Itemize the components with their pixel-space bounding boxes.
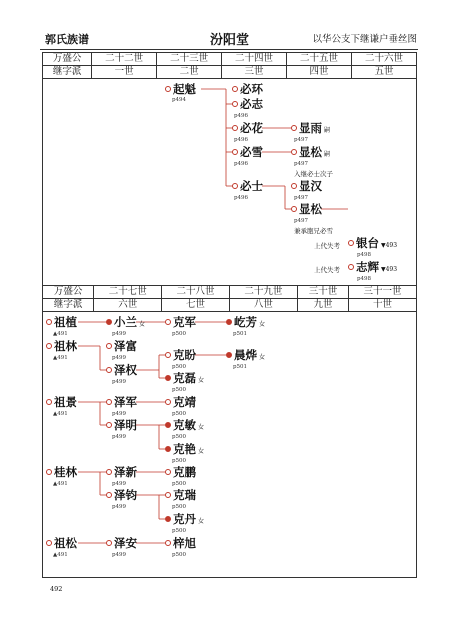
male-marker-icon <box>165 352 171 358</box>
col-header: 二十三世 <box>157 53 222 66</box>
person-name: 必雪 <box>240 145 263 159</box>
page-frame <box>42 52 417 578</box>
male-marker-icon <box>106 343 112 349</box>
person-name: 泽新 <box>114 465 137 479</box>
person-name: 克盼 <box>173 348 196 362</box>
cross-ref-mark: ▼493 <box>381 242 398 249</box>
female-marker-icon <box>106 319 112 325</box>
person-name: 克磊 <box>173 371 196 385</box>
person-name: 必环 <box>240 82 263 96</box>
female-tag: 女 <box>198 448 205 455</box>
person-node[interactable] <box>232 146 263 159</box>
person-node[interactable] <box>165 443 204 458</box>
female-marker-icon <box>226 319 232 325</box>
col-header: 一世 <box>92 66 157 79</box>
male-marker-icon <box>106 422 112 428</box>
person-name: 必士 <box>240 179 263 193</box>
page-ref: p499 <box>112 355 127 361</box>
adoption-note: 兼承胞兄必雪 <box>294 227 333 235</box>
col-header: 二十八世 <box>162 286 230 299</box>
female-tag: 女 <box>139 321 146 328</box>
person-name: 克鹏 <box>173 465 196 479</box>
person-name: 祖松 <box>54 536 77 550</box>
page-ref: p500 <box>172 331 187 337</box>
person-name: 克丹 <box>173 512 196 526</box>
col-header: 四世 <box>287 66 352 79</box>
person-node[interactable] <box>165 466 196 479</box>
page-ref: p501 <box>233 331 248 337</box>
page-ref: p499 <box>112 481 127 487</box>
col-header: 九世 <box>297 299 348 312</box>
page-ref: p496 <box>234 113 249 119</box>
male-marker-icon <box>165 86 171 92</box>
cross-ref-mark: ▲491 <box>53 552 68 558</box>
female-tag: 女 <box>259 354 266 361</box>
person-node[interactable] <box>106 537 137 550</box>
page-ref: p500 <box>172 458 187 464</box>
male-marker-icon <box>46 540 52 546</box>
person-name: 必志 <box>240 97 263 111</box>
person-name: 银台 <box>356 236 379 250</box>
person-name: 泽权 <box>114 363 137 377</box>
person-node[interactable] <box>46 396 77 409</box>
male-marker-icon <box>106 469 112 475</box>
male-marker-icon <box>291 125 297 131</box>
page-ref: p499 <box>112 552 127 558</box>
col-header: 五世 <box>352 66 417 79</box>
male-marker-icon <box>291 183 297 189</box>
page-ref: p497 <box>294 137 309 143</box>
person-node[interactable] <box>291 180 322 193</box>
page-ref: p499 <box>112 434 127 440</box>
male-marker-icon <box>46 399 52 405</box>
male-marker-icon <box>232 125 238 131</box>
person-name: 显雨 <box>299 121 322 135</box>
page-ref: p496 <box>234 137 249 143</box>
col-header: 三十世 <box>297 286 348 299</box>
person-name: 必花 <box>240 121 263 135</box>
generation-table-1 <box>42 52 417 79</box>
male-marker-icon <box>232 86 238 92</box>
cross-ref-mark: ▲491 <box>53 481 68 487</box>
male-marker-icon <box>46 343 52 349</box>
page-ref: p500 <box>172 528 187 534</box>
male-marker-icon <box>106 540 112 546</box>
person-node[interactable] <box>348 237 397 252</box>
person-name: 克靖 <box>173 395 196 409</box>
heir-tag: 嗣 <box>324 151 331 158</box>
cross-ref-mark: ▲491 <box>53 331 68 337</box>
person-name: 泽富 <box>114 339 137 353</box>
page-ref: p500 <box>172 411 187 417</box>
male-marker-icon <box>291 149 297 155</box>
header-rule <box>40 49 418 50</box>
person-name: 泽明 <box>114 418 137 432</box>
person-node[interactable] <box>232 98 263 111</box>
person-node[interactable] <box>165 372 204 387</box>
male-marker-icon <box>165 469 171 475</box>
page-ref: p500 <box>172 481 187 487</box>
person-name: 桂林 <box>54 465 77 479</box>
page-ref: p498 <box>357 252 372 258</box>
person-node[interactable] <box>232 180 263 193</box>
person-node[interactable] <box>46 537 77 550</box>
person-name: 小兰 <box>114 315 137 329</box>
page-ref: p500 <box>172 504 187 510</box>
cross-ref-mark: ▲491 <box>53 355 68 361</box>
person-node[interactable] <box>46 466 77 479</box>
person-node[interactable] <box>348 261 397 276</box>
page-ref: p499 <box>112 504 127 510</box>
adoption-note: 入继必士次子 <box>294 170 333 178</box>
person-name: 志辉 <box>356 260 379 274</box>
male-marker-icon <box>165 540 171 546</box>
person-node[interactable] <box>106 396 137 409</box>
person-name: 显松 <box>299 145 322 159</box>
page-ref: p499 <box>112 331 127 337</box>
male-marker-icon <box>46 469 52 475</box>
person-node[interactable] <box>106 364 137 377</box>
unknown-ancestry-note: 上代失考 <box>314 266 340 274</box>
page-ref: p500 <box>172 552 187 558</box>
male-marker-icon <box>106 367 112 373</box>
person-node[interactable] <box>165 83 196 96</box>
female-marker-icon <box>165 422 171 428</box>
person-node[interactable] <box>232 83 263 96</box>
col-header: 二十二世 <box>92 53 157 66</box>
person-node[interactable] <box>165 349 196 362</box>
female-tag: 女 <box>198 377 205 384</box>
male-marker-icon <box>106 399 112 405</box>
person-node[interactable] <box>291 122 330 137</box>
person-name: 克艳 <box>173 442 196 456</box>
person-name: 起魁 <box>173 82 196 96</box>
male-marker-icon <box>232 149 238 155</box>
col-header: 二世 <box>157 66 222 79</box>
page-ref: p499 <box>112 379 127 385</box>
female-marker-icon <box>165 516 171 522</box>
person-node[interactable] <box>226 316 265 331</box>
col-header: 六世 <box>94 299 162 312</box>
book-title: 郭氏族谱 <box>45 33 89 46</box>
person-node[interactable] <box>165 489 196 502</box>
male-marker-icon <box>348 240 354 246</box>
chart-title: 以华公支下继谦户垂丝图 <box>312 34 417 45</box>
female-tag: 女 <box>259 321 266 328</box>
person-name: 显汉 <box>299 179 322 193</box>
person-node[interactable] <box>291 146 330 161</box>
person-node[interactable] <box>232 122 263 135</box>
person-node[interactable] <box>165 419 204 434</box>
hall-name: 汾阳堂 <box>210 33 250 48</box>
male-marker-icon <box>232 101 238 107</box>
page-ref: p494 <box>172 97 187 103</box>
person-node[interactable] <box>106 419 137 432</box>
col-header: 二十七世 <box>94 286 162 299</box>
person-name: 晨烨 <box>234 348 257 362</box>
person-name: 克军 <box>173 315 196 329</box>
person-name: 祖景 <box>54 395 77 409</box>
page-ref: p500 <box>172 434 187 440</box>
page-ref: p496 <box>234 161 249 167</box>
cross-ref-mark: ▼493 <box>381 266 398 273</box>
male-marker-icon <box>165 492 171 498</box>
col-header: 二十四世 <box>222 53 287 66</box>
person-node[interactable] <box>106 316 145 331</box>
person-name: 祖植 <box>54 315 77 329</box>
col-header: 十世 <box>349 299 417 312</box>
male-marker-icon <box>106 492 112 498</box>
person-name: 梓旭 <box>173 536 196 550</box>
person-node[interactable] <box>165 537 196 550</box>
cross-ref-mark: ▲491 <box>53 411 68 417</box>
col-header: 万盛公 <box>43 286 94 299</box>
male-marker-icon <box>291 206 297 212</box>
page-ref: p497 <box>294 195 309 201</box>
person-node[interactable] <box>46 340 77 353</box>
person-name: 祖林 <box>54 339 77 353</box>
male-marker-icon <box>46 319 52 325</box>
person-name: 克敏 <box>173 418 196 432</box>
person-node[interactable] <box>226 349 265 364</box>
person-name: 屹芳 <box>234 315 257 329</box>
col-header: 三世 <box>222 66 287 79</box>
page-ref: p500 <box>172 387 187 393</box>
person-node[interactable] <box>165 513 204 528</box>
person-node[interactable] <box>46 316 77 329</box>
person-name: 泽安 <box>114 536 137 550</box>
person-node[interactable] <box>106 489 137 502</box>
col-header: 三十一世 <box>349 286 417 299</box>
col-header: 八世 <box>229 299 297 312</box>
person-node[interactable] <box>165 316 196 329</box>
person-name: 泽军 <box>114 395 137 409</box>
col-header: 万盛公 <box>43 53 92 66</box>
heir-tag: 嗣 <box>324 127 331 134</box>
col-header: 二十九世 <box>229 286 297 299</box>
generation-table-2 <box>42 285 417 312</box>
col-header: 七世 <box>162 299 230 312</box>
page-ref: p496 <box>234 195 249 201</box>
person-node[interactable] <box>106 466 137 479</box>
page-ref: p499 <box>112 411 127 417</box>
person-node[interactable] <box>291 203 322 216</box>
unknown-ancestry-note: 上代失考 <box>314 242 340 250</box>
female-tag: 女 <box>198 518 205 525</box>
person-node[interactable] <box>106 340 137 353</box>
person-node[interactable] <box>165 396 196 409</box>
person-name: 泽钧 <box>114 488 137 502</box>
female-marker-icon <box>165 375 171 381</box>
male-marker-icon <box>165 399 171 405</box>
page-ref: p497 <box>294 218 309 224</box>
male-marker-icon <box>348 264 354 270</box>
female-marker-icon <box>165 446 171 452</box>
col-header: 二十六世 <box>352 53 417 66</box>
male-marker-icon <box>165 319 171 325</box>
person-name: 克瑞 <box>173 488 196 502</box>
male-marker-icon <box>232 183 238 189</box>
page-ref: p498 <box>357 276 372 282</box>
page-number: 492 <box>50 585 63 593</box>
col-header: 二十五世 <box>287 53 352 66</box>
female-tag: 女 <box>198 424 205 431</box>
page-ref: p497 <box>294 161 309 167</box>
person-name: 显松 <box>299 202 322 216</box>
page-ref: p501 <box>233 364 248 370</box>
page-ref: p500 <box>172 364 187 370</box>
col-header: 继字派 <box>43 299 94 312</box>
col-header: 继字派 <box>43 66 92 79</box>
female-marker-icon <box>226 352 232 358</box>
